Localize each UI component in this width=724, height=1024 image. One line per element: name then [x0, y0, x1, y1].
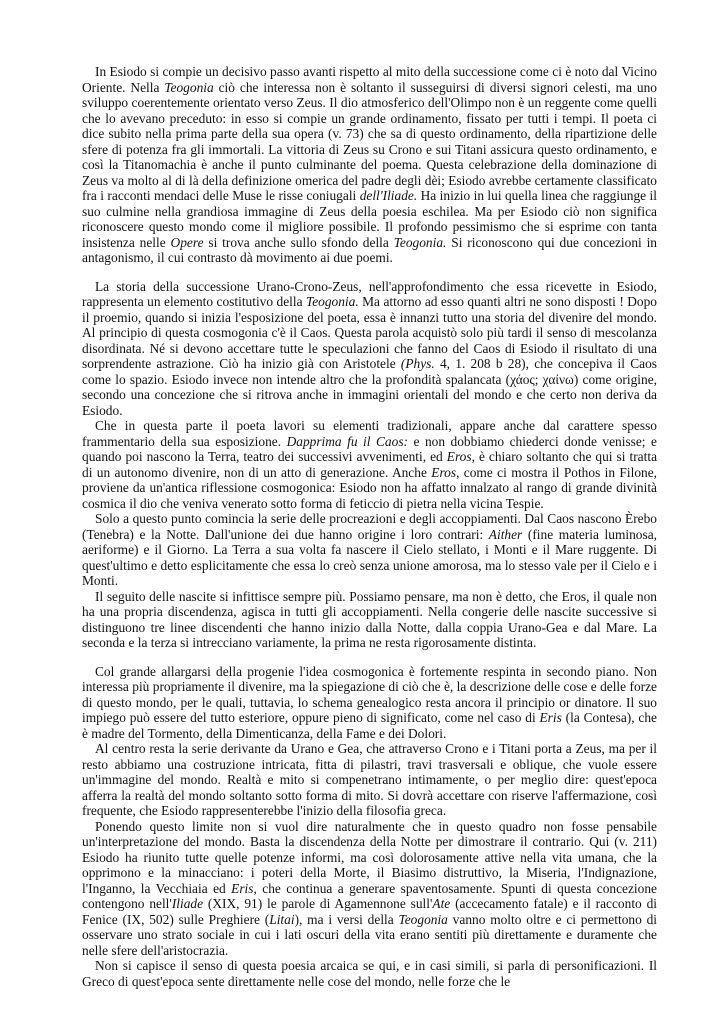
italic-text: Dapprima fu il Caos: [286, 433, 408, 449]
text-run: Al centro resta la serie derivante da Urano e Gea, che attraverso Crono e i Titani porta a Zeus, ma per il resto abbiamo una costruzione intricata, fitta di pilastri, travi trasversali e oblique, che vuole essere un'immagine del mondo. Realtà e mito si compenetrano intimamente, o per meglio dire: quest'epoca afferra la realtà del mondo soltanto sotto forma di mito. Si dovrà accettare con riserve l'affermazione, così frequente, che Esiodo rappresenterebbe l'inizio della filosofia greca. [82, 741, 657, 818]
text-run: ), ma i versi della [294, 911, 399, 927]
text-run: (fine materia luminosa, aeriforme) e il Giorno. La Terra a sua volta fa nascere il Cielo stellato, i Monti e il Mare ruggente. Di quest'ultimo e detto esplicitamente che essa lo creò senza unione amorosa, ma lo stesso vale per il Cielo e i Monti. [82, 526, 657, 588]
text-run: si trova anche sullo sfondo della [203, 234, 394, 250]
italic-text: Litai [269, 911, 295, 927]
paragraph-8 [82, 819, 657, 959]
italic-text: Teogonia. [393, 234, 447, 250]
text-run: Si riconoscono qui due concezioni in antagonismo, il cui contrasto dà movimento ai due poemi. [82, 234, 658, 265]
text-run: e non dobbiamo chiederci donde venisse; e quando poi nascono la Terra, teatro dei successivi avvenimenti, ed [82, 433, 657, 464]
text-run: 4, 1. 208 b 28), che concepiva il Caos come lo spazio. Esiodo invece non intende altro che la profondità spalancata (χάος; χαίνω) come origine, secondo una concezione che si ritrova anche in immagini orientali del mondo e che certo non deriva da Esiodo. [82, 356, 657, 418]
italic-text: Aither [488, 526, 523, 542]
text-run: (la Contesa), che è madre del Tormento, della Dimenticanza, della Fame e dei Dolori. [82, 710, 657, 741]
text-run: , che continua a generare spaventosamente. Spunti di questa concezione contengono nell' [82, 880, 657, 911]
italic-text: Ate [432, 896, 451, 911]
paragraph-3 [82, 418, 657, 511]
text-run: Non si capisce il senso di questa poesia arcaica se qui, e in casi simili, si parla di personificazioni. Il Greco di quest'epoca sente direttamente nelle cose del mondo, nelle forze che le [82, 958, 657, 989]
document-page [82, 64, 657, 989]
text-run: Che in questa parte il poeta lavori su elementi tradizionali, appare anche dal carattere spesso frammentario della sua esposizione. [82, 418, 657, 449]
text-run: Ponendo questo limite non si vuol dire naturalmente che in questo quadro non fosse pensabile un'interpretazione del mondo. Basta la discendenza della Notte per dimostrare il contrario. Qui (v. 211) Esiodo ha riunito tutte quelle potenze informi, ma così dolorosamente attive nella vita umana, che la opprimono e la minacciano: i poteri della Morte, il Biasimo distruttivo, la Miseria, l'Indignazione, l'Inganno, la Vecchiaia ed [82, 818, 657, 896]
text-run: ciò che interessa non è soltanto il susseguirsi di diversi signori celesti, ma uno sviluppo coerentemente orientato verso Zeus. Il dio atmosferico dell'Olimpo non è un reggente come quelli che lo avevano preceduto: in esso si compie un grande ordinamento, fissato per tutti i tempi. Il poeta ci dice subito nella prima parte della sua opera (v. 73) che sa di questo ordinamento, della ripartizione delle sfere di potenza fra gli immortali. La vittoria di Zeus su Crono e sui Titani assicura questo ordinamento, e così la Titanomachia è anche il punto culminante del poema. Questa celebrazione della dominazione di Zeus va molto al di là della definizione omerica del padre degli dèi; Esiodo avrebbe certamente classificato fra i racconti mendaci delle Muse le risse coniugali [82, 79, 657, 203]
italic-text: Teogonia. [305, 294, 359, 309]
text-run: Col grande allargarsi della progenie l'idea cosmogonica è fortemente respinta in secondo piano. Non interessa più propriamente il divenire, ma la spiegazione di ciò che è, la descrizione delle cose e delle forze di questo mondo, per le quali, tuttavia, lo schema genealogico resta ancora il principio or dinatore. Il suo impiego può essere del tutto esteriore, oppure pieno di significato, come nel caso di [82, 663, 657, 725]
italic-text: Eris [231, 880, 254, 896]
paragraph-6 [82, 664, 657, 742]
text-run: vanno molto oltre e ci permettono di osservare uno strato sociale in cui i lati oscuri della vita erano sentiti più direttamente e duramente che nelle sfere dell'aristocrazia. [82, 911, 657, 958]
italic-text: Iliade [171, 896, 204, 911]
italic-text: Teogonia [398, 911, 448, 927]
italic-text: (Phys. [400, 356, 435, 371]
text-run: (XIX, 91) le parole di Agamennone sull' [203, 896, 433, 911]
text-run: Il seguito delle nascite si infittisce sempre più. Possiamo pensare, ma non è detto, che Eros, il quale non ha una propria discendenza, agisca in tutti gli accoppiamenti. Nella congerie delle nascite successive si distinguono tre linee discendenti che hanno inizio dalla Notte, dalla coppia Urano-Gea e dal Mare. La seconda e la terza si intrecciano variamente, la prima ne resta rigorosamente distinta. [82, 588, 657, 650]
text-run: La storia della successione Urano-Crono-Zeus, nell'approfondimento che essa ricevette in Esiodo, rappresenta un elemento costitutivo della [82, 278, 657, 309]
paragraph-5 [82, 589, 657, 651]
paragraph-1 [82, 64, 657, 266]
paragraph-4 [82, 511, 657, 589]
text-run: , come ci mostra il Pothos in Filone, proviene da un'antica riflessione cosmogonica: Esiodo non ha affatto innalzato al rango di grande divinità cosmica il dio che veniva venerato sotto forma di feticcio di pietra nella vicina Tespie. [82, 464, 658, 511]
text-run: Ha inizio in lui quella linea che raggiunge il suo culmine nella grandiosa immagine di Zeus della poesia eschilea. Ma per Esiodo ciò non significa riconoscere questo mondo come il migliore possibile. Il profondo pessimismo che si esprime con tanta insistenza nelle [82, 188, 657, 250]
italic-text: Opere [170, 234, 204, 250]
paragraph-2 [82, 279, 657, 419]
text-run: Ma attorno ad esso quanti altri ne sono disposti ! Dopo il proemio, quando si inizia l'esposizione del poeta, essa è innanzi tutto una storia del divenire del mondo. Al principio di questa cosmogonia c'è il Caos. Questa parola acquistò solo più tardi il senso di mescolanza disordinata. Né si devono accettare tutte le speculazioni che fanno del Caos di Esiodo il risultato di una sorprendente astrazione. Ciò ha inizio già con Aristotele [82, 294, 657, 371]
italic-text: Eros [431, 464, 457, 480]
italic-text: Teogonia [164, 79, 214, 95]
text-run: (accecamento fatale) e il racconto di Fenice (IX, 502) sulle Preghiere ( [82, 896, 658, 927]
italic-text: Eris [539, 710, 562, 725]
text-run: In Esiodo si compie un decisivo passo avanti rispetto al mito della successione come ci è noto dal Vicino Oriente. Nella [82, 64, 657, 95]
paragraph-7 [82, 741, 657, 819]
paragraph-9 [82, 958, 657, 989]
text-run: , è chiaro soltanto che qui si tratta di un autonomo divenire, non di un atto di generazione. Anche [82, 449, 658, 480]
text-run: Solo a questo punto comincia la serie delle procreazioni e degli accoppiamenti. Dal Caos nascono Èrebo (Tenebra) e la Notte. Dall'unione dei due hanno origine i loro contrari: [82, 511, 657, 542]
italic-text: dell'Iliade. [359, 188, 418, 203]
italic-text: Eros [446, 449, 472, 464]
